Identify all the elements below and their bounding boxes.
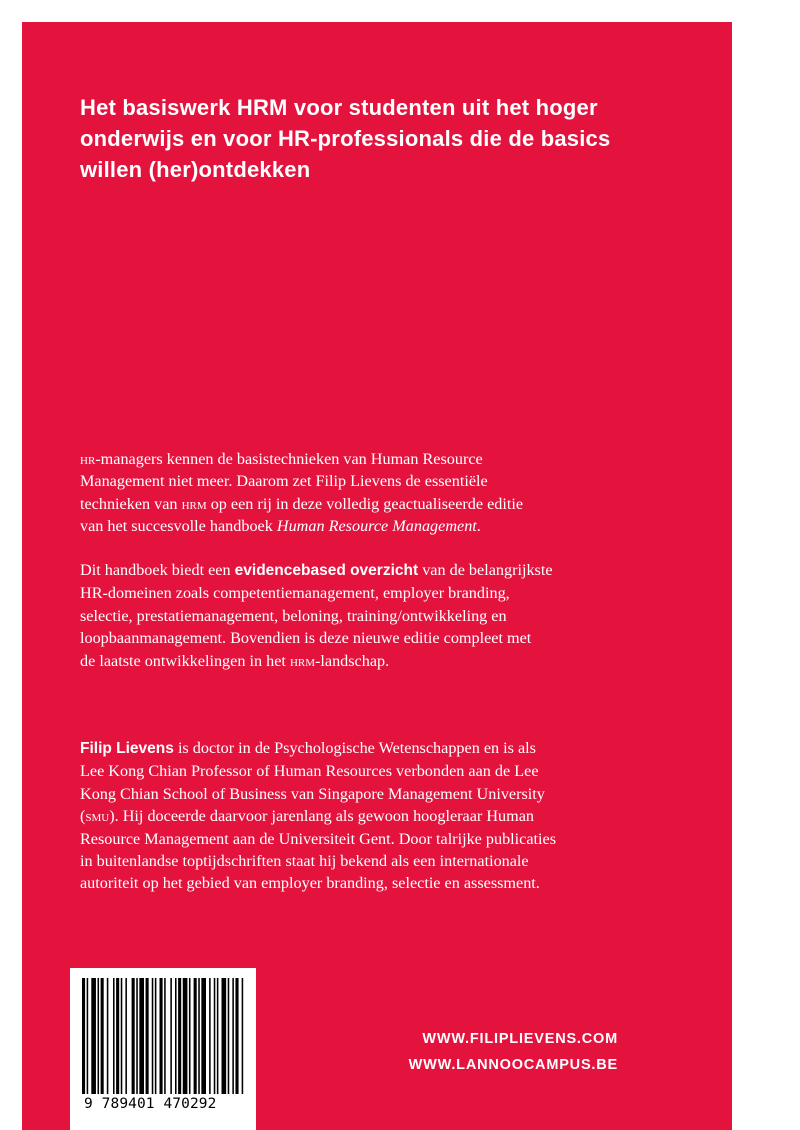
text-line: Kong Chian School of Business van Singapore Management University: [80, 784, 545, 803]
isbn-number: 9 789401 470292: [84, 1096, 217, 1112]
barcode-bar: [139, 978, 144, 1094]
highlight: evidencebased overzicht: [234, 562, 419, 579]
barcode-bar: [125, 978, 127, 1094]
barcode-bar: [209, 978, 211, 1094]
barcode-bar: [178, 978, 181, 1094]
barcode-bar: [201, 978, 206, 1094]
text-line: [80, 493, 640, 515]
text-line: [80, 737, 640, 760]
barcode-bar: [170, 978, 172, 1094]
barcode-bar: [164, 978, 166, 1094]
barcode-bar: [98, 978, 100, 1094]
barcode-bar: [222, 978, 227, 1094]
text-fragment: ). Hij doceerde daarvoor jarenlang als gewoon hoogleraar Human: [109, 807, 534, 826]
text-fragment: .: [476, 517, 481, 536]
text-fragment: Dit handboek biedt een: [80, 561, 235, 579]
headline-line: onderwijs en voor HR-professionals die de basics: [80, 126, 611, 151]
abbrev-hr: hr: [80, 450, 96, 468]
barcode-bar: [214, 978, 216, 1094]
barcode-bar: [136, 978, 138, 1094]
headline-line: willen (her)ontdekken: [80, 157, 311, 182]
text-line: [80, 805, 640, 827]
abbrev-smu: smu: [85, 807, 110, 826]
barcode-panel: [70, 968, 256, 1130]
barcode-bar: [91, 978, 96, 1094]
barcode-bar: [87, 978, 89, 1094]
url-filiplievens[interactable]: WWW.FILIPLIEVENS.COM: [422, 1031, 618, 1047]
barcode-bar: [116, 978, 119, 1094]
barcode-bar: [121, 978, 123, 1094]
text-line: HR-domeinen zoals competentiemanagement, employer branding,: [80, 584, 510, 603]
text-line: Management niet meer. Daarom zet Filip Lievens de essentiële: [80, 472, 488, 491]
barcode-icon: [80, 978, 246, 1094]
barcode-bar: [183, 978, 188, 1094]
barcode-bar: [175, 978, 177, 1094]
barcode-bar: [82, 978, 85, 1094]
barcode-bar: [160, 978, 163, 1094]
barcode-bar: [107, 978, 109, 1094]
url-lannoocampus[interactable]: WWW.LANNOOCAMPUS.BE: [408, 1057, 618, 1073]
barcode-bar: [189, 978, 191, 1094]
author-name: Filip Lievens: [80, 740, 174, 757]
barcode-bar: [113, 978, 115, 1094]
text-line: selectie, prestatiemanagement, beloning, training/ontwikkeling en: [80, 606, 507, 625]
barcode-bar: [155, 978, 157, 1094]
barcode-bar: [101, 978, 104, 1094]
barcode-bar: [152, 978, 154, 1094]
text-fragment: -landschap.: [315, 651, 390, 670]
text-line: [80, 515, 640, 537]
text-line: Lee Kong Chian Professor of Human Resources verbonden aan de Lee: [80, 762, 539, 781]
text-fragment: van de belangrijkste: [418, 561, 553, 579]
abbrev-hrm: hrm: [181, 494, 207, 513]
text-line: [80, 448, 640, 470]
barcode-bar: [198, 978, 200, 1094]
barcode-bar: [194, 978, 197, 1094]
text-line: in buitenlandse toptijdschriften staat hij bekend als een internationale: [80, 852, 529, 871]
text-fragment: de laatste ontwikkelingen in het: [80, 651, 290, 670]
text-line: [80, 559, 640, 582]
text-fragment: (: [80, 807, 86, 826]
barcode-bar: [242, 978, 244, 1094]
text-fragment: van het succesvolle handboek: [80, 517, 277, 536]
back-cover: [22, 22, 732, 1130]
headline-line: Het basiswerk HRM voor studenten uit het hoger: [80, 95, 598, 120]
text-fragment: -managers kennen de basistechnieken van Human Resource: [95, 450, 483, 468]
headline: [80, 92, 640, 185]
barcode-bar: [228, 978, 230, 1094]
barcode-bar: [146, 978, 149, 1094]
abbrev-hrm: hrm: [289, 651, 315, 670]
text-line: autoriteit op het gebied van employer branding, selectie en assessment.: [80, 874, 540, 893]
text-fragment: op een rij in deze volledig geactualiseerde editie: [206, 494, 524, 513]
intro-paragraph: [80, 448, 640, 538]
barcode-bar: [235, 978, 238, 1094]
description-paragraph: [80, 559, 640, 672]
text-line: [80, 650, 640, 672]
text-fragment: is doctor in de Psychologische Wetenschappen en is als: [173, 739, 536, 757]
text-line: Resource Management aan de Universiteit Gent. Door talrijke publicaties: [80, 829, 557, 848]
barcode-bar: [217, 978, 219, 1094]
text-fragment: technieken van: [80, 494, 182, 513]
author-bio-paragraph: [80, 737, 640, 895]
website-links: [409, 1026, 618, 1078]
barcode-bar: [232, 978, 234, 1094]
book-title: Human Resource Management: [276, 517, 477, 536]
text-line: loopbaanmanagement. Bovendien is deze nieuwe editie compleet met: [80, 629, 532, 648]
barcode-bar: [132, 978, 135, 1094]
